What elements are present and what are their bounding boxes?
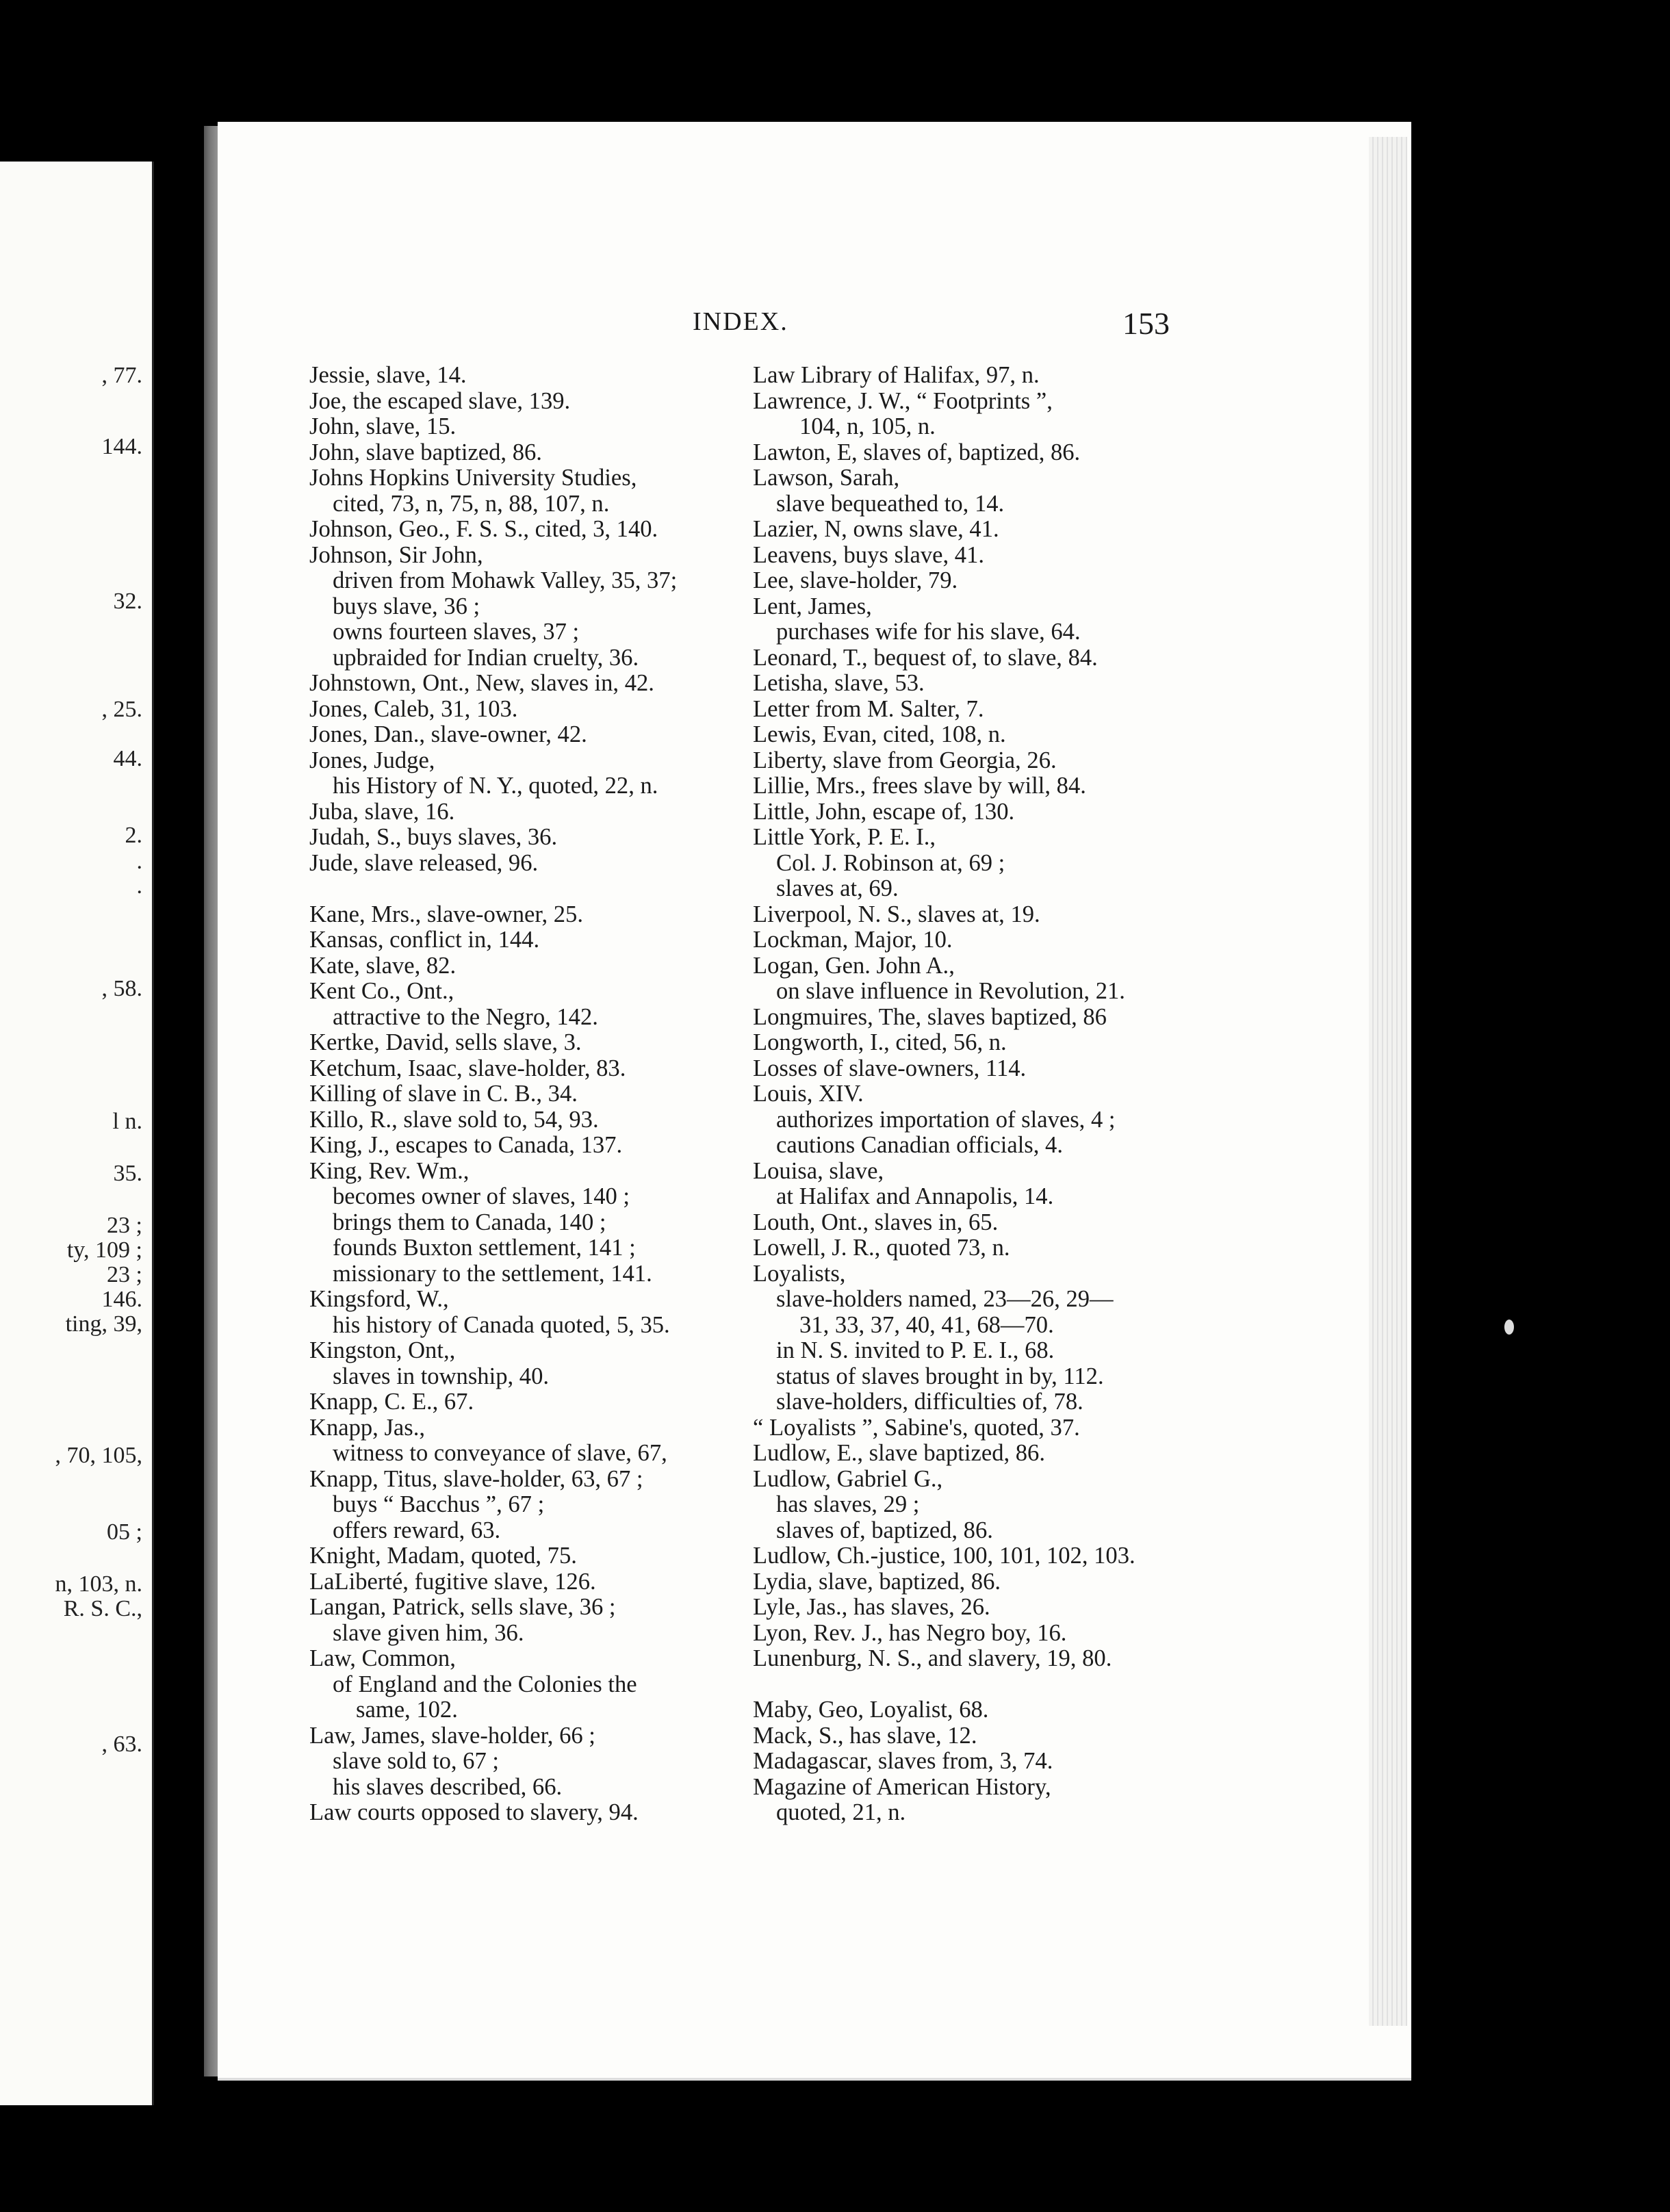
index-entry: Louisa, slave, bbox=[753, 1157, 884, 1184]
index-entry: Juba, slave, 16. bbox=[309, 798, 455, 825]
index-subentry: slave-holders, difficulties of, 78. bbox=[776, 1389, 1083, 1415]
index-entry: Killing of slave in C. B., 34. bbox=[309, 1081, 578, 1107]
index-entry: LaLiberté, fugitive slave, 126. bbox=[309, 1568, 596, 1595]
index-entry: Loyalists, bbox=[753, 1260, 846, 1287]
index-entry: Liberty, slave from Georgia, 26. bbox=[753, 747, 1057, 773]
index-entry: Johns Hopkins University Studies, bbox=[309, 465, 637, 491]
index-entry: Ketchum, Isaac, slave-holder, 83. bbox=[309, 1055, 626, 1081]
index-entry: Langan, Patrick, sells slave, 36 ; bbox=[309, 1594, 616, 1620]
index-entry: Longworth, I., cited, 56, n. bbox=[753, 1029, 1007, 1055]
index-entry: Magazine of American History, bbox=[753, 1773, 1051, 1800]
index-subentry: buys “ Bacchus ”, 67 ; bbox=[333, 1491, 545, 1517]
index-entry: Louis, XIV. bbox=[753, 1081, 864, 1107]
index-entry: Johnson, Geo., F. S. S., cited, 3, 140. bbox=[309, 516, 658, 542]
previous-page bbox=[0, 162, 154, 2105]
index-entry: Little, John, escape of, 130. bbox=[753, 798, 1015, 825]
index-entry: Kansas, conflict in, 144. bbox=[309, 927, 540, 953]
index-subentry: 31, 33, 37, 40, 41, 68—70. bbox=[799, 1311, 1054, 1338]
index-subentry: quoted, 21, n. bbox=[776, 1799, 906, 1825]
index-entry: Kertke, David, sells slave, 3. bbox=[309, 1029, 582, 1055]
index-subentry: buys slave, 36 ; bbox=[333, 593, 480, 619]
book-spine-shadow bbox=[204, 126, 219, 2076]
previous-page-fragment: . bbox=[136, 849, 142, 874]
index-entry: Jude, slave released, 96. bbox=[309, 849, 539, 876]
index-subentry: brings them to Canada, 140 ; bbox=[333, 1209, 606, 1235]
index-entry: Johnstown, Ont., New, slaves in, 42. bbox=[309, 670, 654, 696]
index-entry: Lillie, Mrs., frees slave by will, 84. bbox=[753, 773, 1086, 799]
index-subentry: slaves of, baptized, 86. bbox=[776, 1517, 993, 1543]
index-entry: Ludlow, Gabriel G., bbox=[753, 1465, 943, 1492]
index-entry: Leavens, buys slave, 41. bbox=[753, 541, 985, 568]
index-subentry: his history of Canada quoted, 5, 35. bbox=[333, 1311, 670, 1338]
index-subentry: witness to conveyance of slave, 67, bbox=[333, 1440, 667, 1466]
index-entry: Johnson, Sir John, bbox=[309, 541, 483, 568]
index-entry: Ludlow, Ch.-justice, 100, 101, 102, 103. bbox=[753, 1543, 1135, 1569]
previous-page-fragment: ting, 39, bbox=[65, 1311, 142, 1337]
index-subentry: slaves in township, 40. bbox=[333, 1363, 549, 1389]
index-subentry: driven from Mohawk Valley, 35, 37; bbox=[333, 567, 678, 593]
index-subentry: of England and the Colonies the bbox=[333, 1671, 637, 1697]
index-subentry: upbraided for Indian cruelty, 36. bbox=[333, 644, 639, 671]
index-entry: Lawson, Sarah, bbox=[753, 465, 900, 491]
index-entry: Letisha, slave, 53. bbox=[753, 670, 925, 696]
index-entry: Killo, R., slave sold to, 54, 93. bbox=[309, 1106, 599, 1133]
index-entry: Longmuires, The, slaves baptized, 86 bbox=[753, 1003, 1107, 1030]
index-entry: Knapp, C. E., 67. bbox=[309, 1389, 474, 1415]
index-subentry: slaves at, 69. bbox=[776, 875, 899, 901]
index-entry: Lazier, N, owns slave, 41. bbox=[753, 516, 999, 542]
index-subentry: slave-holders named, 23—26, 29— bbox=[776, 1286, 1114, 1312]
index-entry: Little York, P. E. I., bbox=[753, 824, 936, 850]
section-gap bbox=[309, 876, 747, 902]
index-entry: Louth, Ont., slaves in, 65. bbox=[753, 1209, 999, 1235]
previous-page-fragment: 146. bbox=[101, 1287, 142, 1312]
index-entry: Law courts opposed to slavery, 94. bbox=[309, 1799, 639, 1825]
index-subentry: attractive to the Negro, 142. bbox=[333, 1003, 598, 1030]
index-entry: Letter from M. Salter, 7. bbox=[753, 695, 984, 722]
page-edge bbox=[1369, 137, 1407, 2026]
page-number: 153 bbox=[1122, 306, 1170, 341]
index-subentry: his slaves described, 66. bbox=[333, 1773, 563, 1800]
index-entry: Jones, Judge, bbox=[309, 747, 435, 773]
previous-page-fragment: ty, 109 ; bbox=[66, 1237, 142, 1263]
index-subentry: slave given him, 36. bbox=[333, 1619, 524, 1646]
index-subentry: authorizes importation of slaves, 4 ; bbox=[776, 1106, 1116, 1133]
index-entry: Madagascar, slaves from, 3, 74. bbox=[753, 1748, 1053, 1774]
index-entry: Jones, Caleb, 31, 103. bbox=[309, 695, 518, 722]
index-entry: Joe, the escaped slave, 139. bbox=[309, 387, 571, 414]
index-entry: Lydia, slave, baptized, 86. bbox=[753, 1568, 1001, 1595]
index-subentry: founds Buxton settlement, 141 ; bbox=[333, 1235, 636, 1261]
index-subentry: in N. S. invited to P. E. I., 68. bbox=[776, 1337, 1055, 1363]
index-subentry: his History of N. Y., quoted, 22, n. bbox=[333, 773, 658, 799]
index-subentry: at Halifax and Annapolis, 14. bbox=[776, 1183, 1054, 1209]
index-subentry: slave sold to, 67 ; bbox=[333, 1748, 499, 1774]
previous-page-fragment: , 25. bbox=[101, 697, 142, 722]
index-entry: Leonard, T., bequest of, to slave, 84. bbox=[753, 644, 1098, 671]
index-entry: John, slave baptized, 86. bbox=[309, 439, 542, 465]
previous-page-fragment: 05 ; bbox=[107, 1519, 142, 1545]
previous-page-fragment: 32. bbox=[113, 589, 142, 614]
previous-page-fragment: 144. bbox=[101, 434, 142, 459]
previous-page-fragment: 44. bbox=[113, 746, 142, 771]
index-subentry: cited, 73, n, 75, n, 88, 107, n. bbox=[333, 490, 610, 517]
index-entry: King, Rev. Wm., bbox=[309, 1157, 470, 1184]
index-entry: Jessie, slave, 14. bbox=[309, 362, 467, 388]
index-entry: Maby, Geo, Loyalist, 68. bbox=[753, 1697, 989, 1723]
index-entry: Law Library of Halifax, 97, n. bbox=[753, 362, 1040, 388]
section-gap bbox=[753, 1672, 1177, 1698]
index-entry: Kent Co., Ont., bbox=[309, 978, 454, 1004]
index-entry: Knapp, Titus, slave-holder, 63, 67 ; bbox=[309, 1465, 643, 1492]
index-entry: Lee, slave-holder, 79. bbox=[753, 567, 958, 593]
index-entry: Law, Common, bbox=[309, 1645, 456, 1671]
index-subentry: purchases wife for his slave, 64. bbox=[776, 619, 1081, 645]
index-entry: Knight, Madam, quoted, 75. bbox=[309, 1543, 577, 1569]
index-subentry: same, 102. bbox=[356, 1697, 458, 1723]
index-subentry: status of slaves brought in by, 112. bbox=[776, 1363, 1104, 1389]
running-title: INDEX. bbox=[693, 307, 788, 336]
previous-page-fragment: 23 ; bbox=[107, 1213, 142, 1238]
index-entry: Mack, S., has slave, 12. bbox=[753, 1722, 977, 1749]
index-entry: Lockman, Major, 10. bbox=[753, 927, 953, 953]
previous-page-fragment: n, 103, n. bbox=[55, 1571, 142, 1597]
index-entry: Judah, S., buys slaves, 36. bbox=[309, 824, 558, 850]
index-entry: Lowell, J. R., quoted 73, n. bbox=[753, 1235, 1010, 1261]
index-entry: Lent, James, bbox=[753, 593, 872, 619]
index-entry: Ludlow, E., slave baptized, 86. bbox=[753, 1440, 1045, 1466]
previous-page-fragment: , 70, 105, bbox=[55, 1443, 142, 1468]
index-entry: Kane, Mrs., slave-owner, 25. bbox=[309, 901, 583, 927]
previous-page-fragment: , 63. bbox=[101, 1732, 142, 1757]
index-entry: Losses of slave-owners, 114. bbox=[753, 1055, 1027, 1081]
index-entry: Lunenburg, N. S., and slavery, 19, 80. bbox=[753, 1645, 1112, 1671]
previous-page-fragment: R. S. C., bbox=[63, 1596, 142, 1621]
index-entry: Lawton, E, slaves of, baptized, 86. bbox=[753, 439, 1081, 465]
index-entry: Logan, Gen. John A., bbox=[753, 952, 955, 979]
index-entry: Kingsford, W., bbox=[309, 1286, 449, 1312]
previous-page-fragment: 2. bbox=[125, 823, 142, 848]
index-subentry: on slave influence in Revolution, 21. bbox=[776, 978, 1125, 1004]
index-subentry: cautions Canadian officials, 4. bbox=[776, 1132, 1063, 1158]
index-entry: Kate, slave, 82. bbox=[309, 952, 457, 979]
index-subentry: has slaves, 29 ; bbox=[776, 1491, 920, 1517]
index-entry: Law, James, slave-holder, 66 ; bbox=[309, 1722, 595, 1749]
previous-page-fragment: l n. bbox=[112, 1109, 142, 1134]
index-entry: Jones, Dan., slave-owner, 42. bbox=[309, 721, 587, 747]
index-subentry: offers reward, 63. bbox=[333, 1517, 501, 1543]
index-subentry: owns fourteen slaves, 37 ; bbox=[333, 619, 580, 645]
index-subentry: slave bequeathed to, 14. bbox=[776, 490, 1005, 517]
index-entry: “ Loyalists ”, Sabine's, quoted, 37. bbox=[753, 1414, 1080, 1441]
scan-speck bbox=[1504, 1320, 1514, 1335]
index-entry: Liverpool, N. S., slaves at, 19. bbox=[753, 901, 1040, 927]
index-subentry: missionary to the settlement, 141. bbox=[333, 1260, 652, 1287]
previous-page-fragment: , 58. bbox=[101, 976, 142, 1001]
index-entry: Kingston, Ont,, bbox=[309, 1337, 456, 1363]
index-column-right bbox=[753, 363, 1177, 1826]
index-entry: Lawrence, J. W., “ Footprints ”, bbox=[753, 387, 1053, 414]
index-column-left bbox=[309, 363, 747, 1826]
previous-page-fragment: , 77. bbox=[101, 363, 142, 388]
index-subentry: 104, n, 105, n. bbox=[799, 413, 936, 439]
index-entry: King, J., escapes to Canada, 137. bbox=[309, 1132, 623, 1158]
index-entry: John, slave, 15. bbox=[309, 413, 457, 439]
previous-page-fragment: 23 ; bbox=[107, 1262, 142, 1287]
previous-page-fragment: 35. bbox=[113, 1161, 142, 1186]
index-subentry: Col. J. Robinson at, 69 ; bbox=[776, 849, 1005, 876]
index-entry: Knapp, Jas., bbox=[309, 1414, 426, 1441]
index-entry: Lyle, Jas., has slaves, 26. bbox=[753, 1594, 990, 1620]
index-subentry: becomes owner of slaves, 140 ; bbox=[333, 1183, 630, 1209]
index-entry: Lyon, Rev. J., has Negro boy, 16. bbox=[753, 1619, 1067, 1646]
previous-page-fragment: . bbox=[136, 873, 142, 899]
index-entry: Lewis, Evan, cited, 108, n. bbox=[753, 721, 1006, 747]
